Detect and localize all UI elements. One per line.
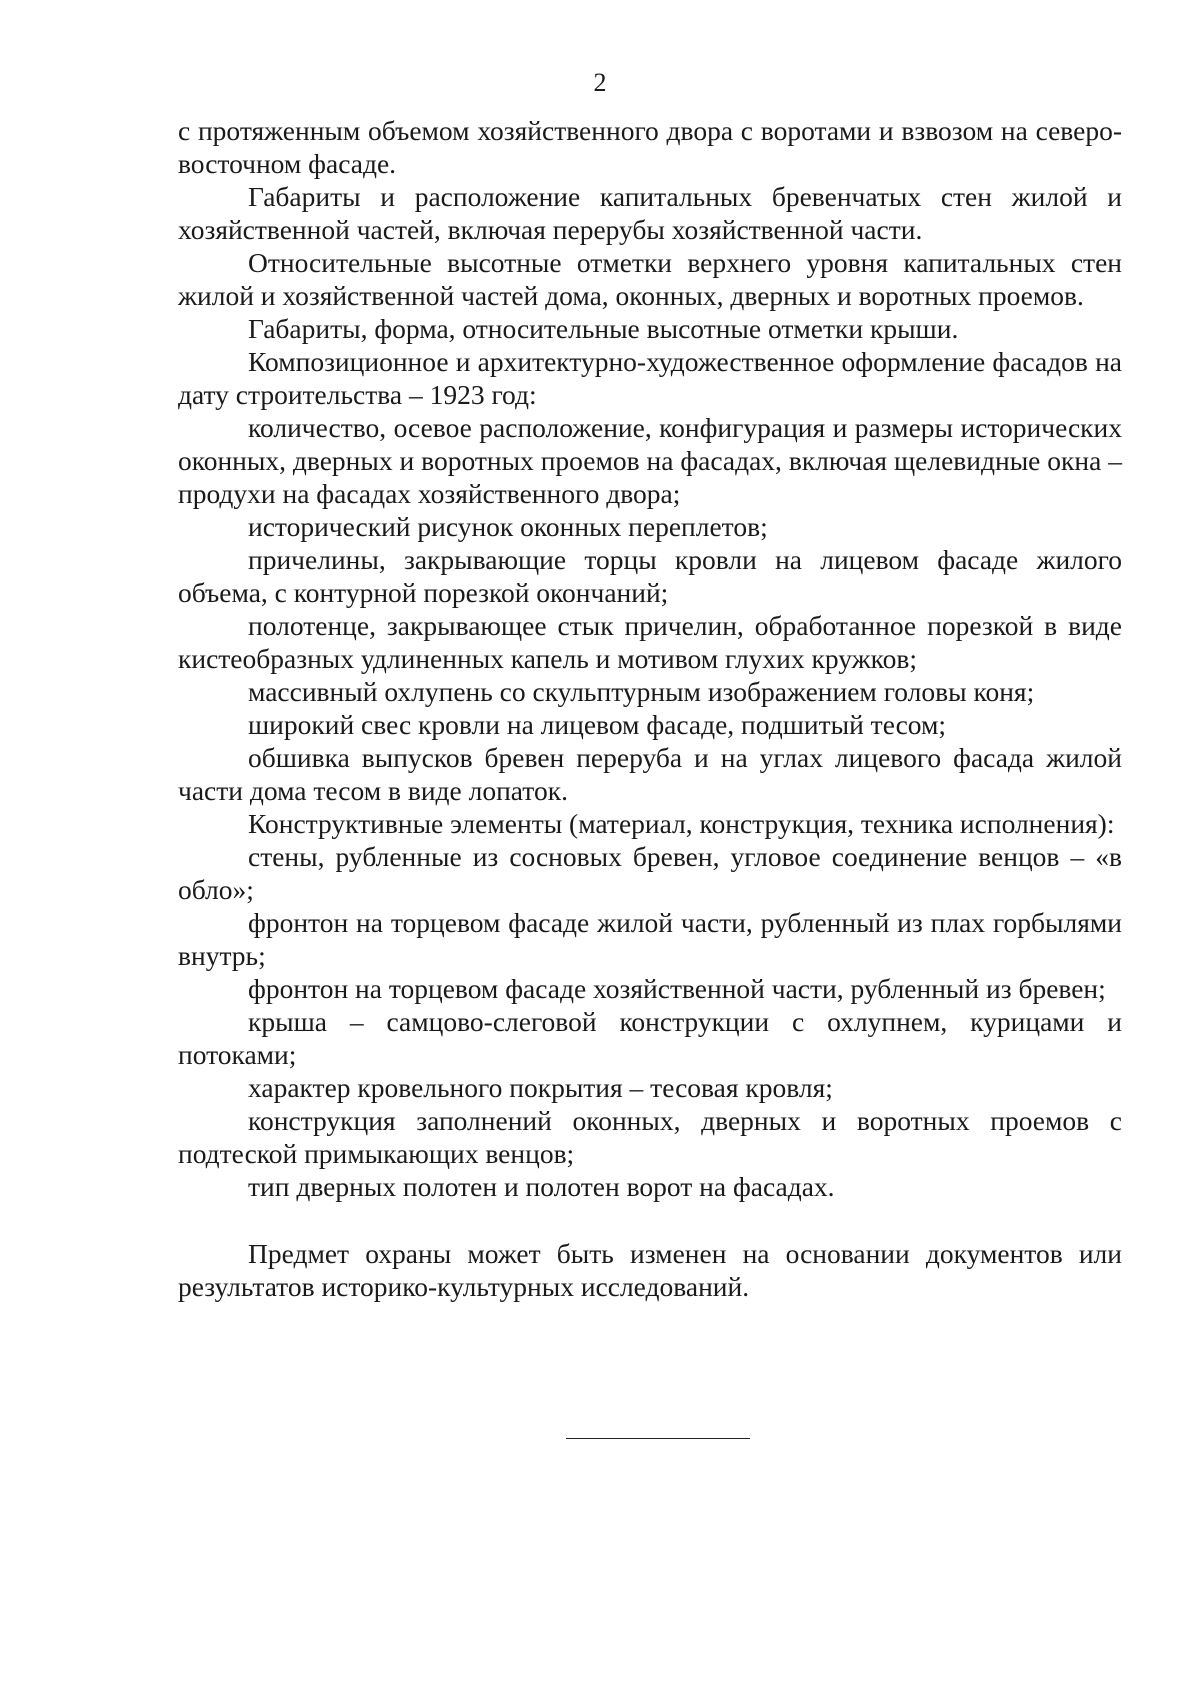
end-of-document-rule [566,1438,750,1439]
paragraph-spacer [178,1203,1122,1237]
list-item: обшивка выпусков бревен переруба и на углах лицевого фасада жилой части дома тесом в виде лопаток. [178,742,1122,806]
closing-paragraph: Предмет охраны может быть изменен на основании документов или результатов историко-культурных исследований. [178,1238,1122,1302]
list-item: характер кровельного покрытия – тесовая кровля; [248,1072,833,1103]
list-item: полотенце, закрывающее стык причелин, обработанное порезкой в виде кистеобразных удлиненных капель и мотивом глухих кружков; [178,610,1122,674]
list-item: конструкция заполнений оконных, дверных и воротных проемов с подтеской примыкающих венцов; [178,1105,1122,1169]
list-item: фронтон на торцевом фасаде жилой части, рубленный из плах горбылями внутрь; [178,907,1122,971]
paragraph: Относительные высотные отметки верхнего уровня капитальных стен жилой и хозяйственной частей дома, оконных, дверных и воротных проемов. [178,247,1122,311]
list-item: исторический рисунок оконных переплетов; [248,511,768,542]
list-item: фронтон на торцевом фасаде хозяйственной части, рубленный из бревен; [248,973,1106,1004]
list-item: тип дверных полотен и полотен ворот на фасадах. [248,1171,835,1202]
paragraph: Габариты и расположение капитальных бревенчатых стен жилой и хозяйственной частей, включая перерубы хозяйственной части. [178,181,1122,245]
paragraph: Композиционное и архитектурно-художественное оформление фасадов на дату строительства – 1923 год: [178,346,1122,410]
paragraph: Габариты, форма, относительные высотные отметки крыши. [248,313,959,344]
list-item: причелины, закрывающие торцы кровли на лицевом фасаде жилого объема, с контурной порезкой окончаний; [178,544,1122,608]
list-item: количество, осевое расположение, конфигурация и размеры исторических оконных, дверных и воротных проемов на фасадах, включая щелевидные окна – продухи на фасадах хозяйственного двора; [178,412,1122,509]
list-item: крыша – самцово-слеговой конструкции с охлупнем, курицами и потоками; [178,1006,1122,1070]
paragraph: с протяженным объемом хозяйственного двора с воротами и взвозом на северо-восточном фасаде. [178,115,1122,179]
list-item: стены, рубленные из сосновых бревен, угловое соединение венцов – «в обло»; [178,841,1122,905]
page-number: 2 [593,68,607,97]
document-body [178,114,1122,1303]
paragraph: Конструктивные элементы (материал, конструкция, техника исполнения): [248,808,1115,839]
list-item: массивный охлупень со скульптурным изображением головы коня; [248,676,1035,707]
list-item: широкий свес кровли на лицевом фасаде, подшитый тесом; [248,709,947,740]
